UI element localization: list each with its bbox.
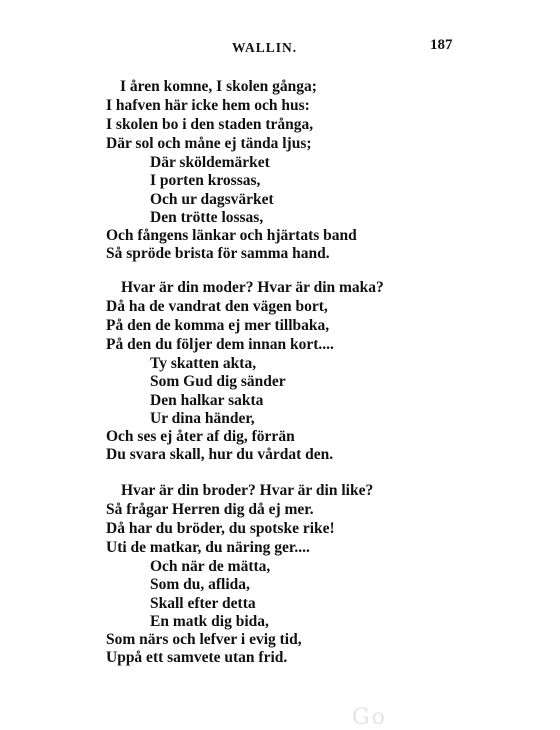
- verse-line: Så frågar Herren dig då ej mer.: [106, 501, 314, 518]
- running-title: WALLIN.: [232, 40, 298, 55]
- verse-line: I skolen bo i den staden trånga,: [106, 116, 314, 133]
- verse-line: Och ur dagsvärket: [150, 191, 274, 208]
- verse-line: Som Gud dig sänder: [150, 373, 286, 390]
- verse-line: Ty skatten akta,: [150, 355, 257, 372]
- verse-line: Och när de mätta,: [150, 558, 271, 575]
- verse-line: Då ha de vandrat den vägen bort,: [106, 298, 328, 315]
- verse-line: I porten krossas,: [150, 172, 261, 189]
- verse-line: Som närs och lefver i evig tid,: [106, 631, 302, 648]
- verse-line: Då har du bröder, du spotske rike!: [106, 520, 335, 537]
- verse-line: Den halkar sakta: [150, 392, 264, 409]
- verse-line: Och ses ej åter af dig, förrän: [106, 428, 295, 445]
- verse-line: Och fångens länkar och hjärtats band: [106, 227, 357, 244]
- verse-line: Uppå ett samvete utan frid.: [106, 649, 288, 666]
- digitization-watermark: Go: [352, 705, 387, 730]
- verse-line: I hafven här icke hem och hus:: [106, 97, 310, 114]
- verse-line: Uti de matkar, du näring ger....: [106, 539, 310, 556]
- verse-line: En matk dig bida,: [150, 613, 269, 630]
- verse-line: På den de komma ej mer tillbaka,: [106, 317, 330, 334]
- verse-line: På den du följer dem innan kort....: [106, 336, 334, 353]
- verse-line: Hvar är din moder? Hvar är din maka?: [121, 279, 384, 296]
- verse-line: I åren komne, I skolen gånga;: [120, 78, 317, 95]
- verse-line: Den trötte lossas,: [150, 209, 264, 226]
- verse-line: Hvar är din broder? Hvar är din like?: [121, 482, 374, 499]
- verse-line: Där sol och måne ej tända ljus;: [106, 135, 312, 152]
- verse-line: Ur dina händer,: [150, 410, 255, 427]
- verse-line: Så spröde brista för samma hand.: [106, 245, 330, 262]
- verse-line: Du svara skall, hur du vårdat den.: [106, 446, 334, 463]
- verse-line: Skall efter detta: [150, 595, 256, 612]
- verse-line: Som du, aflida,: [150, 576, 250, 593]
- verse-line: Där sköldemärket: [150, 154, 270, 171]
- page-number: 187: [430, 37, 453, 53]
